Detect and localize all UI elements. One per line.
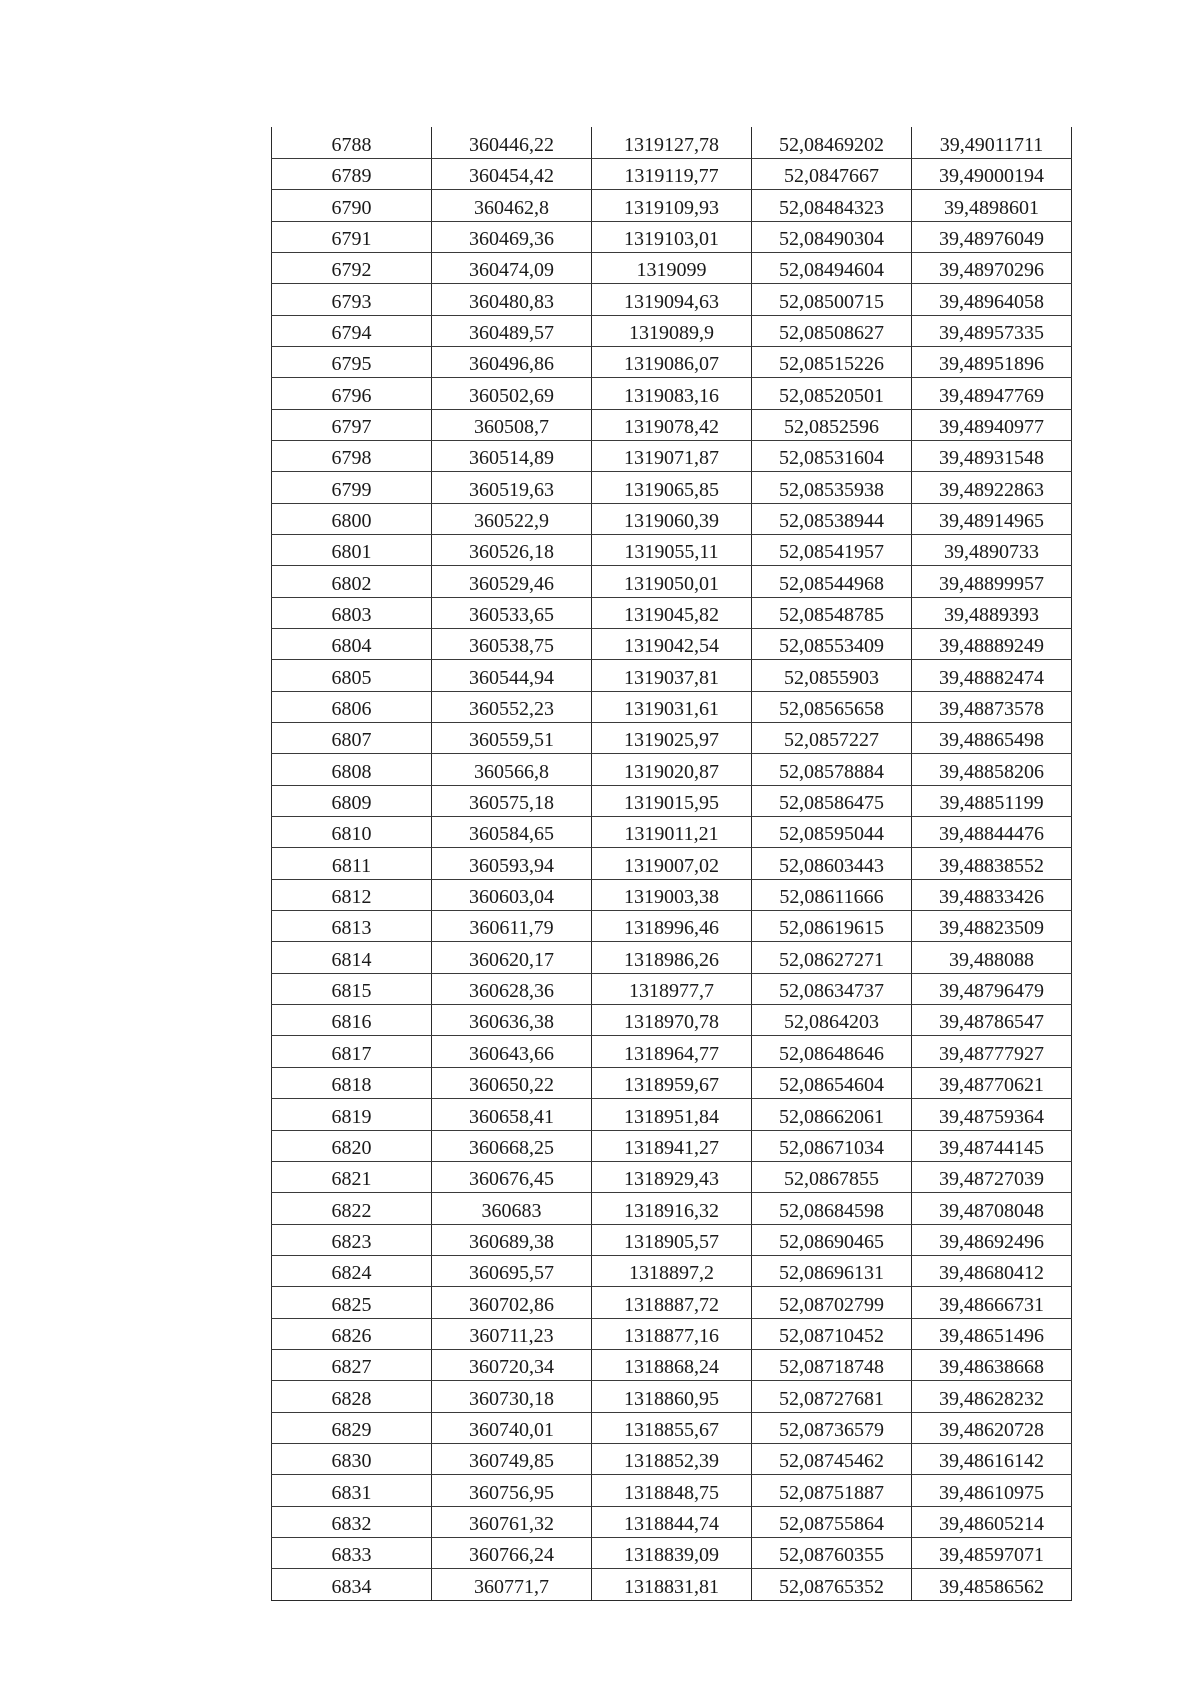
longitude-cell: 39,48914965 — [912, 503, 1072, 534]
y-coordinate-cell: 1319103,01 — [592, 221, 752, 252]
y-coordinate-cell: 1318905,57 — [592, 1224, 752, 1255]
y-coordinate-cell: 1318897,2 — [592, 1255, 752, 1286]
latitude-cell: 52,08755864 — [752, 1506, 912, 1537]
latitude-cell: 52,08490304 — [752, 221, 912, 252]
point-number-cell: 6822 — [272, 1193, 432, 1224]
x-coordinate-cell: 360593,94 — [432, 848, 592, 879]
longitude-cell: 39,48620728 — [912, 1412, 1072, 1443]
latitude-cell: 52,08619615 — [752, 911, 912, 942]
point-number-cell: 6817 — [272, 1036, 432, 1067]
x-coordinate-cell: 360620,17 — [432, 942, 592, 973]
y-coordinate-cell: 1319086,07 — [592, 346, 752, 377]
y-coordinate-cell: 1318959,67 — [592, 1067, 752, 1098]
x-coordinate-cell: 360446,22 — [432, 127, 592, 158]
y-coordinate-cell: 1318941,27 — [592, 1130, 752, 1161]
table-row — [272, 1287, 1072, 1318]
y-coordinate-cell: 1319020,87 — [592, 754, 752, 785]
x-coordinate-cell: 360702,86 — [432, 1287, 592, 1318]
point-number-cell: 6827 — [272, 1349, 432, 1380]
point-number-cell: 6826 — [272, 1318, 432, 1349]
latitude-cell: 52,08727681 — [752, 1381, 912, 1412]
x-coordinate-cell: 360749,85 — [432, 1443, 592, 1474]
point-number-cell: 6809 — [272, 785, 432, 816]
longitude-cell: 39,48873578 — [912, 691, 1072, 722]
y-coordinate-cell: 1318916,32 — [592, 1193, 752, 1224]
longitude-cell: 39,488088 — [912, 942, 1072, 973]
table-row — [272, 284, 1072, 315]
y-coordinate-cell: 1318964,77 — [592, 1036, 752, 1067]
y-coordinate-cell: 1319031,61 — [592, 691, 752, 722]
y-coordinate-cell: 1318887,72 — [592, 1287, 752, 1318]
point-number-cell: 6808 — [272, 754, 432, 785]
longitude-cell: 39,48940977 — [912, 409, 1072, 440]
table-row — [272, 1349, 1072, 1380]
point-number-cell: 6806 — [272, 691, 432, 722]
table-row — [272, 1412, 1072, 1443]
y-coordinate-cell: 1318839,09 — [592, 1537, 752, 1568]
longitude-cell: 39,48666731 — [912, 1287, 1072, 1318]
latitude-cell: 52,08515226 — [752, 346, 912, 377]
table-row — [272, 754, 1072, 785]
point-number-cell: 6804 — [272, 629, 432, 660]
y-coordinate-cell: 1319083,16 — [592, 378, 752, 409]
point-number-cell: 6830 — [272, 1443, 432, 1474]
x-coordinate-cell: 360636,38 — [432, 1005, 592, 1036]
x-coordinate-cell: 360529,46 — [432, 566, 592, 597]
x-coordinate-cell: 360650,22 — [432, 1067, 592, 1098]
table-row — [272, 409, 1072, 440]
latitude-cell: 52,08538944 — [752, 503, 912, 534]
x-coordinate-cell: 360676,45 — [432, 1161, 592, 1192]
x-coordinate-cell: 360575,18 — [432, 785, 592, 816]
y-coordinate-cell: 1319007,02 — [592, 848, 752, 879]
x-coordinate-cell: 360683 — [432, 1193, 592, 1224]
point-number-cell: 6794 — [272, 315, 432, 346]
table-row — [272, 817, 1072, 848]
point-number-cell: 6799 — [272, 472, 432, 503]
point-number-cell: 6821 — [272, 1161, 432, 1192]
longitude-cell: 39,48970296 — [912, 252, 1072, 283]
point-number-cell: 6792 — [272, 252, 432, 283]
point-number-cell: 6795 — [272, 346, 432, 377]
longitude-cell: 39,48597071 — [912, 1537, 1072, 1568]
latitude-cell: 52,0864203 — [752, 1005, 912, 1036]
latitude-cell: 52,08586475 — [752, 785, 912, 816]
longitude-cell: 39,48899957 — [912, 566, 1072, 597]
table-row — [272, 1067, 1072, 1098]
latitude-cell: 52,08611666 — [752, 879, 912, 910]
longitude-cell: 39,48616142 — [912, 1443, 1072, 1474]
latitude-cell: 52,08671034 — [752, 1130, 912, 1161]
y-coordinate-cell: 1319060,39 — [592, 503, 752, 534]
y-coordinate-cell: 1319050,01 — [592, 566, 752, 597]
latitude-cell: 52,08718748 — [752, 1349, 912, 1380]
latitude-cell: 52,08541957 — [752, 534, 912, 565]
longitude-cell: 39,48931548 — [912, 440, 1072, 471]
table-row — [272, 127, 1072, 158]
table-row — [272, 597, 1072, 628]
latitude-cell: 52,0855903 — [752, 660, 912, 691]
y-coordinate-cell: 1319094,63 — [592, 284, 752, 315]
x-coordinate-cell: 360533,65 — [432, 597, 592, 628]
latitude-cell: 52,08696131 — [752, 1255, 912, 1286]
longitude-cell: 39,48865498 — [912, 723, 1072, 754]
x-coordinate-cell: 360508,7 — [432, 409, 592, 440]
table-row — [272, 1381, 1072, 1412]
table-row — [272, 1569, 1072, 1600]
y-coordinate-cell: 1319089,9 — [592, 315, 752, 346]
point-number-cell: 6818 — [272, 1067, 432, 1098]
x-coordinate-cell: 360519,63 — [432, 472, 592, 503]
table-row — [272, 785, 1072, 816]
latitude-cell: 52,08500715 — [752, 284, 912, 315]
table-row — [272, 190, 1072, 221]
longitude-cell: 39,48976049 — [912, 221, 1072, 252]
point-number-cell: 6811 — [272, 848, 432, 879]
longitude-cell: 39,48851199 — [912, 785, 1072, 816]
y-coordinate-cell: 1318986,26 — [592, 942, 752, 973]
x-coordinate-cell: 360496,86 — [432, 346, 592, 377]
longitude-cell: 39,48744145 — [912, 1130, 1072, 1161]
y-coordinate-cell: 1318951,84 — [592, 1099, 752, 1130]
point-number-cell: 6813 — [272, 911, 432, 942]
table-row — [272, 440, 1072, 471]
longitude-cell: 39,48889249 — [912, 629, 1072, 660]
y-coordinate-cell: 1318868,24 — [592, 1349, 752, 1380]
table-row — [272, 1161, 1072, 1192]
y-coordinate-cell: 1318996,46 — [592, 911, 752, 942]
x-coordinate-cell: 360544,94 — [432, 660, 592, 691]
point-number-cell: 6803 — [272, 597, 432, 628]
y-coordinate-cell: 1318929,43 — [592, 1161, 752, 1192]
table-row — [272, 534, 1072, 565]
point-number-cell: 6816 — [272, 1005, 432, 1036]
longitude-cell: 39,48786547 — [912, 1005, 1072, 1036]
table-row — [272, 879, 1072, 910]
point-number-cell: 6793 — [272, 284, 432, 315]
table-row — [272, 629, 1072, 660]
point-number-cell: 6802 — [272, 566, 432, 597]
y-coordinate-cell: 1319011,21 — [592, 817, 752, 848]
longitude-cell: 39,48838552 — [912, 848, 1072, 879]
table-row — [272, 378, 1072, 409]
longitude-cell: 39,48957335 — [912, 315, 1072, 346]
point-number-cell: 6833 — [272, 1537, 432, 1568]
longitude-cell: 39,48708048 — [912, 1193, 1072, 1224]
latitude-cell: 52,08760355 — [752, 1537, 912, 1568]
longitude-cell: 39,48922863 — [912, 472, 1072, 503]
longitude-cell: 39,49011711 — [912, 127, 1072, 158]
table-row — [272, 566, 1072, 597]
longitude-cell: 39,48951896 — [912, 346, 1072, 377]
longitude-cell: 39,48680412 — [912, 1255, 1072, 1286]
point-number-cell: 6807 — [272, 723, 432, 754]
point-number-cell: 6798 — [272, 440, 432, 471]
point-number-cell: 6801 — [272, 534, 432, 565]
x-coordinate-cell: 360566,8 — [432, 754, 592, 785]
table-row — [272, 848, 1072, 879]
latitude-cell: 52,08531604 — [752, 440, 912, 471]
longitude-cell: 39,48610975 — [912, 1475, 1072, 1506]
point-number-cell: 6824 — [272, 1255, 432, 1286]
table-row — [272, 1130, 1072, 1161]
table-row — [272, 158, 1072, 189]
x-coordinate-cell: 360695,57 — [432, 1255, 592, 1286]
y-coordinate-cell: 1319055,11 — [592, 534, 752, 565]
x-coordinate-cell: 360480,83 — [432, 284, 592, 315]
table-row — [272, 1475, 1072, 1506]
x-coordinate-cell: 360611,79 — [432, 911, 592, 942]
point-number-cell: 6791 — [272, 221, 432, 252]
longitude-cell: 39,48882474 — [912, 660, 1072, 691]
point-number-cell: 6812 — [272, 879, 432, 910]
longitude-cell: 39,48759364 — [912, 1099, 1072, 1130]
table-row — [272, 660, 1072, 691]
latitude-cell: 52,08553409 — [752, 629, 912, 660]
y-coordinate-cell: 1318860,95 — [592, 1381, 752, 1412]
longitude-cell: 39,48796479 — [912, 973, 1072, 1004]
longitude-cell: 39,48692496 — [912, 1224, 1072, 1255]
point-number-cell: 6832 — [272, 1506, 432, 1537]
y-coordinate-cell: 1318848,75 — [592, 1475, 752, 1506]
x-coordinate-cell: 360730,18 — [432, 1381, 592, 1412]
y-coordinate-cell: 1319045,82 — [592, 597, 752, 628]
table-row — [272, 1005, 1072, 1036]
longitude-cell: 39,48833426 — [912, 879, 1072, 910]
longitude-cell: 39,48823509 — [912, 911, 1072, 942]
longitude-cell: 39,4889393 — [912, 597, 1072, 628]
table-row — [272, 1255, 1072, 1286]
latitude-cell: 52,08595044 — [752, 817, 912, 848]
latitude-cell: 52,08684598 — [752, 1193, 912, 1224]
table-row — [272, 1099, 1072, 1130]
latitude-cell: 52,08648646 — [752, 1036, 912, 1067]
latitude-cell: 52,08690465 — [752, 1224, 912, 1255]
y-coordinate-cell: 1319015,95 — [592, 785, 752, 816]
x-coordinate-cell: 360552,23 — [432, 691, 592, 722]
table-row — [272, 1537, 1072, 1568]
latitude-cell: 52,0857227 — [752, 723, 912, 754]
point-number-cell: 6796 — [272, 378, 432, 409]
x-coordinate-cell: 360474,09 — [432, 252, 592, 283]
y-coordinate-cell: 1318977,7 — [592, 973, 752, 1004]
x-coordinate-cell: 360522,9 — [432, 503, 592, 534]
table-row — [272, 252, 1072, 283]
latitude-cell: 52,08508627 — [752, 315, 912, 346]
table-row — [272, 1443, 1072, 1474]
x-coordinate-cell: 360462,8 — [432, 190, 592, 221]
latitude-cell: 52,08765352 — [752, 1569, 912, 1600]
latitude-cell: 52,08578884 — [752, 754, 912, 785]
table-row — [272, 911, 1072, 942]
point-number-cell: 6790 — [272, 190, 432, 221]
latitude-cell: 52,08469202 — [752, 127, 912, 158]
x-coordinate-cell: 360454,42 — [432, 158, 592, 189]
x-coordinate-cell: 360658,41 — [432, 1099, 592, 1130]
latitude-cell: 52,0847667 — [752, 158, 912, 189]
table-row — [272, 346, 1072, 377]
table-row — [272, 1506, 1072, 1537]
y-coordinate-cell: 1319065,85 — [592, 472, 752, 503]
x-coordinate-cell: 360526,18 — [432, 534, 592, 565]
latitude-cell: 52,08565658 — [752, 691, 912, 722]
longitude-cell: 39,48770621 — [912, 1067, 1072, 1098]
x-coordinate-cell: 360584,65 — [432, 817, 592, 848]
longitude-cell: 39,48628232 — [912, 1381, 1072, 1412]
x-coordinate-cell: 360489,57 — [432, 315, 592, 346]
point-number-cell: 6789 — [272, 158, 432, 189]
y-coordinate-cell: 1319099 — [592, 252, 752, 283]
table-row — [272, 472, 1072, 503]
longitude-cell: 39,48858206 — [912, 754, 1072, 785]
point-number-cell: 6815 — [272, 973, 432, 1004]
x-coordinate-cell: 360603,04 — [432, 879, 592, 910]
point-number-cell: 6820 — [272, 1130, 432, 1161]
longitude-cell: 39,49000194 — [912, 158, 1072, 189]
y-coordinate-cell: 1318831,81 — [592, 1569, 752, 1600]
longitude-cell: 39,48586562 — [912, 1569, 1072, 1600]
point-number-cell: 6810 — [272, 817, 432, 848]
table-row — [272, 1318, 1072, 1349]
longitude-cell: 39,48844476 — [912, 817, 1072, 848]
point-number-cell: 6828 — [272, 1381, 432, 1412]
point-number-cell: 6797 — [272, 409, 432, 440]
y-coordinate-cell: 1319025,97 — [592, 723, 752, 754]
table-row — [272, 315, 1072, 346]
table-row — [272, 503, 1072, 534]
point-number-cell: 6805 — [272, 660, 432, 691]
point-number-cell: 6800 — [272, 503, 432, 534]
table-row — [272, 691, 1072, 722]
latitude-cell: 52,08702799 — [752, 1287, 912, 1318]
table-row — [272, 973, 1072, 1004]
x-coordinate-cell: 360766,24 — [432, 1537, 592, 1568]
longitude-cell: 39,48964058 — [912, 284, 1072, 315]
y-coordinate-cell: 1318970,78 — [592, 1005, 752, 1036]
y-coordinate-cell: 1319119,77 — [592, 158, 752, 189]
latitude-cell: 52,08544968 — [752, 566, 912, 597]
point-number-cell: 6788 — [272, 127, 432, 158]
longitude-cell: 39,48651496 — [912, 1318, 1072, 1349]
table-row — [272, 723, 1072, 754]
y-coordinate-cell: 1318844,74 — [592, 1506, 752, 1537]
x-coordinate-cell: 360502,69 — [432, 378, 592, 409]
x-coordinate-cell: 360756,95 — [432, 1475, 592, 1506]
table-row — [272, 1193, 1072, 1224]
longitude-cell: 39,48727039 — [912, 1161, 1072, 1192]
point-number-cell: 6834 — [272, 1569, 432, 1600]
x-coordinate-cell: 360720,34 — [432, 1349, 592, 1380]
longitude-cell: 39,48605214 — [912, 1506, 1072, 1537]
table-row — [272, 221, 1072, 252]
latitude-cell: 52,08494604 — [752, 252, 912, 283]
coordinates-table-body — [272, 127, 1072, 1600]
y-coordinate-cell: 1318852,39 — [592, 1443, 752, 1474]
latitude-cell: 52,08751887 — [752, 1475, 912, 1506]
x-coordinate-cell: 360689,38 — [432, 1224, 592, 1255]
latitude-cell: 52,08634737 — [752, 973, 912, 1004]
latitude-cell: 52,08710452 — [752, 1318, 912, 1349]
point-number-cell: 6829 — [272, 1412, 432, 1443]
latitude-cell: 52,08484323 — [752, 190, 912, 221]
longitude-cell: 39,4890733 — [912, 534, 1072, 565]
x-coordinate-cell: 360668,25 — [432, 1130, 592, 1161]
y-coordinate-cell: 1318877,16 — [592, 1318, 752, 1349]
y-coordinate-cell: 1318855,67 — [592, 1412, 752, 1443]
latitude-cell: 52,08548785 — [752, 597, 912, 628]
x-coordinate-cell: 360761,32 — [432, 1506, 592, 1537]
latitude-cell: 52,08654604 — [752, 1067, 912, 1098]
point-number-cell: 6831 — [272, 1475, 432, 1506]
latitude-cell: 52,08603443 — [752, 848, 912, 879]
x-coordinate-cell: 360711,23 — [432, 1318, 592, 1349]
y-coordinate-cell: 1319078,42 — [592, 409, 752, 440]
point-number-cell: 6814 — [272, 942, 432, 973]
x-coordinate-cell: 360469,36 — [432, 221, 592, 252]
point-number-cell: 6823 — [272, 1224, 432, 1255]
x-coordinate-cell: 360628,36 — [432, 973, 592, 1004]
x-coordinate-cell: 360514,89 — [432, 440, 592, 471]
longitude-cell: 39,48947769 — [912, 378, 1072, 409]
y-coordinate-cell: 1319037,81 — [592, 660, 752, 691]
x-coordinate-cell: 360538,75 — [432, 629, 592, 660]
latitude-cell: 52,08627271 — [752, 942, 912, 973]
x-coordinate-cell: 360771,7 — [432, 1569, 592, 1600]
table-row — [272, 942, 1072, 973]
table-row — [272, 1224, 1072, 1255]
table-row — [272, 1036, 1072, 1067]
latitude-cell: 52,08535938 — [752, 472, 912, 503]
y-coordinate-cell: 1319071,87 — [592, 440, 752, 471]
latitude-cell: 52,08662061 — [752, 1099, 912, 1130]
point-number-cell: 6819 — [272, 1099, 432, 1130]
y-coordinate-cell: 1319109,93 — [592, 190, 752, 221]
point-number-cell: 6825 — [272, 1287, 432, 1318]
x-coordinate-cell: 360740,01 — [432, 1412, 592, 1443]
y-coordinate-cell: 1319042,54 — [592, 629, 752, 660]
latitude-cell: 52,08745462 — [752, 1443, 912, 1474]
latitude-cell: 52,08520501 — [752, 378, 912, 409]
latitude-cell: 52,0867855 — [752, 1161, 912, 1192]
x-coordinate-cell: 360643,66 — [432, 1036, 592, 1067]
longitude-cell: 39,48638668 — [912, 1349, 1072, 1380]
x-coordinate-cell: 360559,51 — [432, 723, 592, 754]
latitude-cell: 52,08736579 — [752, 1412, 912, 1443]
y-coordinate-cell: 1319003,38 — [592, 879, 752, 910]
latitude-cell: 52,0852596 — [752, 409, 912, 440]
coordinates-table — [271, 127, 1072, 1601]
y-coordinate-cell: 1319127,78 — [592, 127, 752, 158]
longitude-cell: 39,4898601 — [912, 190, 1072, 221]
longitude-cell: 39,48777927 — [912, 1036, 1072, 1067]
